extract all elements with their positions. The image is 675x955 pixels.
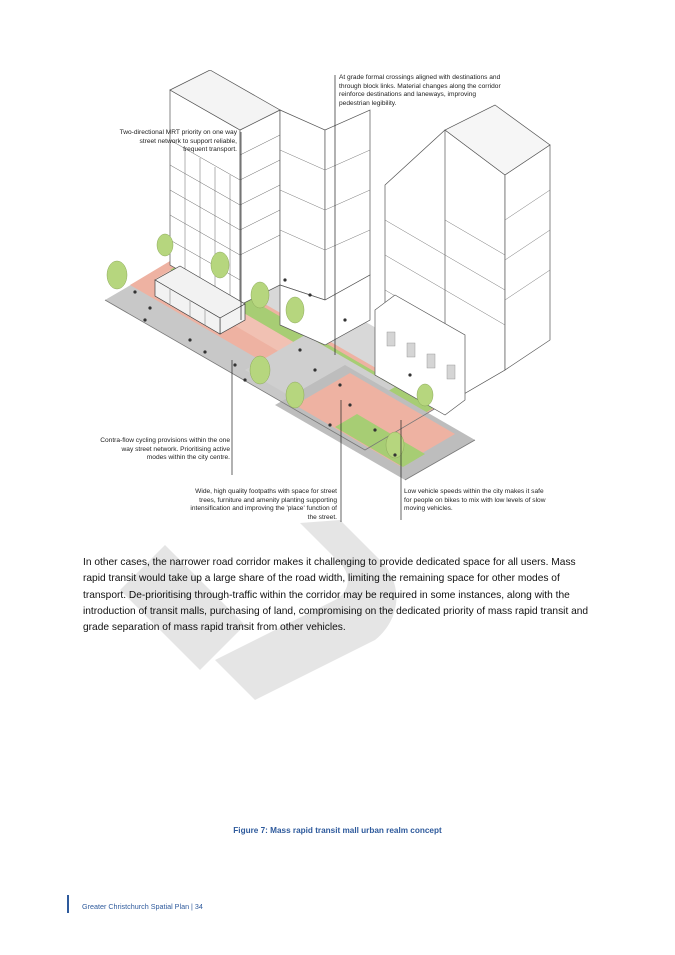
callout-footpaths: Wide, high quality footpaths with space for street trees, furniture and amenity planting supporting intensification and improving the 'place' function of the street. <box>190 488 337 521</box>
footer-accent-bar <box>67 895 69 913</box>
page-footer: Greater Christchurch Spatial Plan | 34 <box>82 902 203 911</box>
callout-contra-flow-cycling: Contra-flow cycling provisions within the one way street network. Prioritising active modes within the city centre. <box>100 437 230 462</box>
figure-caption: Figure 7: Mass rapid transit mall urban realm concept <box>233 826 442 835</box>
urban-realm-illustration <box>95 70 565 530</box>
body-paragraph: In other cases, the narrower road corridor makes it challenging to provide dedicated space for all users. Mass rapid transit would take up a large share of the road width, limiting the remaining space for other modes of transport. De-prioritising through-traffic within the corridor may be required in some instances, along with the introduction of transit malls, purchasing of land, compromising on the dedicated priority of mass rapid transit and grade separation of mass rapid transit from other vehicles. <box>83 557 589 633</box>
callout-low-vehicle-speeds: Low vehicle speeds within the city makes it safe for people on bikes to mix with low levels of slow moving vehicles. <box>404 488 546 513</box>
callout-crossings: At grade formal crossings aligned with destinations and through block links. Material changes along the corridor reinforce destinations and laneways, improving pedestrian legibility. <box>339 74 501 107</box>
callout-mrt-priority: Two-directional MRT priority on one way street network to support reliable, frequent transport. <box>119 129 237 154</box>
